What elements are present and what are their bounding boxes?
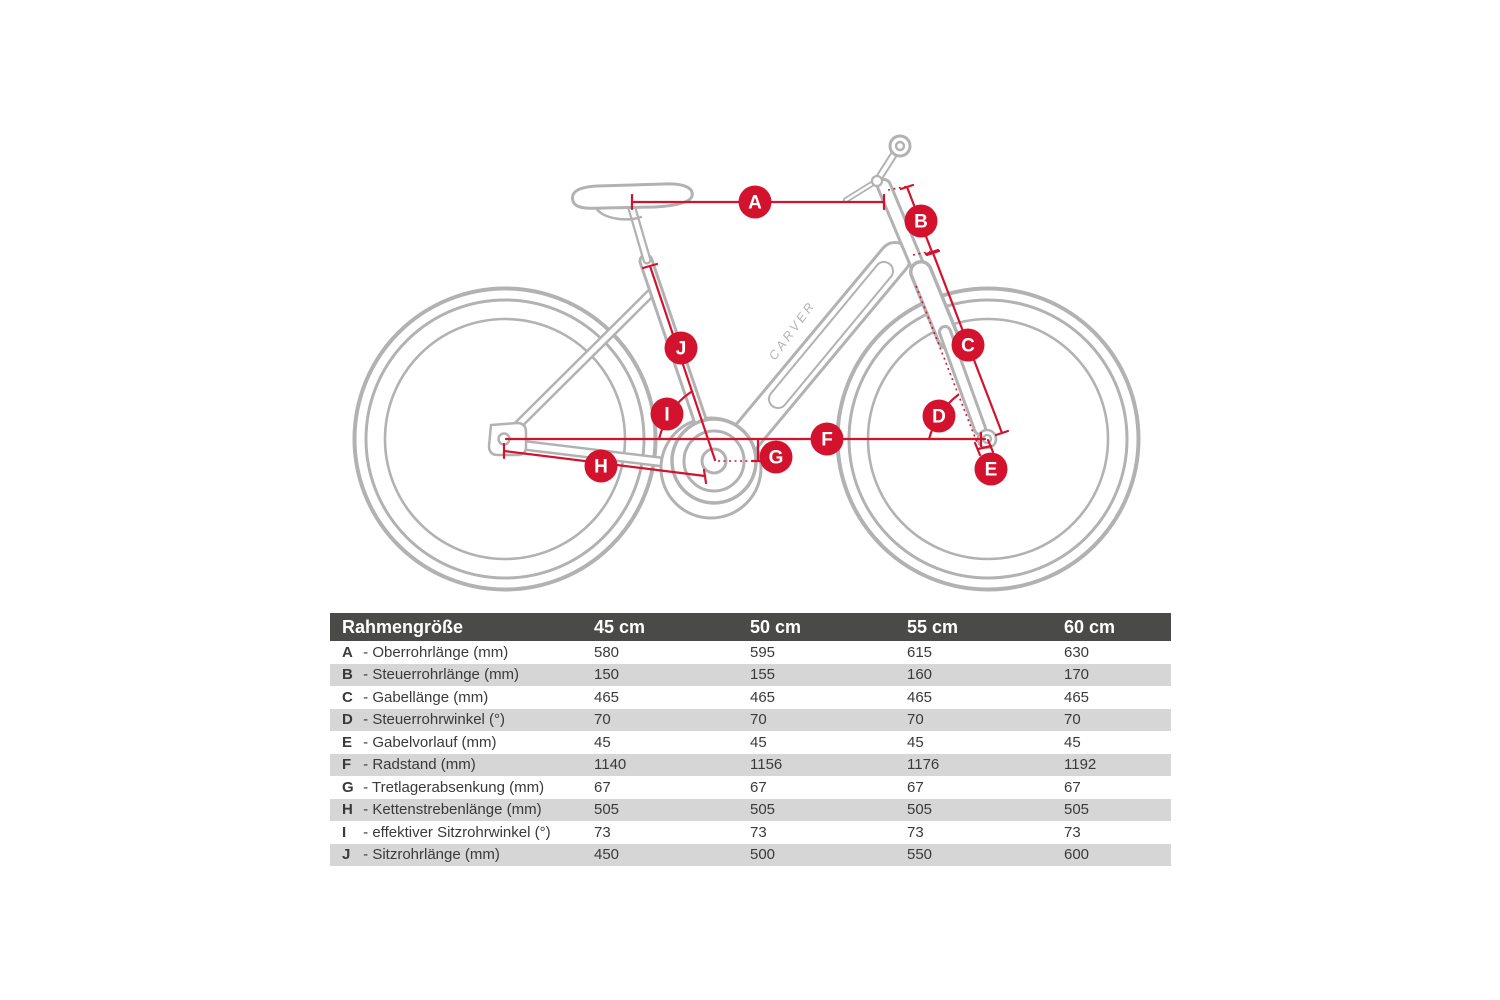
- row-value: 73: [750, 823, 767, 841]
- row-label: G - Tretlagerabsenkung (mm): [342, 778, 545, 796]
- row-value: 450: [594, 846, 620, 864]
- size-column-header: 45 cm: [594, 616, 646, 637]
- row-value: 465: [907, 688, 933, 706]
- seatpost: [631, 205, 647, 260]
- row-value: 70: [594, 711, 611, 729]
- svg-text:B: B: [914, 211, 928, 233]
- geometry-table: [330, 613, 1171, 866]
- svg-text:E: E: [984, 459, 998, 481]
- brake-lever: [846, 182, 875, 200]
- table-row-C: [330, 686, 1171, 709]
- row-value: 1140: [594, 756, 627, 774]
- row-value: 500: [750, 846, 776, 864]
- row-value: 45: [750, 733, 767, 751]
- row-value: 595: [750, 643, 776, 661]
- row-value: 1192: [1064, 756, 1097, 774]
- measure-label-F: [811, 423, 844, 456]
- row-label: J - Sitzrohrlänge (mm): [342, 846, 500, 864]
- measure-label-D: [923, 400, 956, 433]
- row-value: 73: [594, 823, 611, 841]
- row-value: 73: [907, 823, 924, 841]
- measure-label-I: [651, 398, 684, 431]
- row-value: 150: [594, 666, 620, 684]
- row-value: 170: [1064, 666, 1090, 684]
- svg-text:A: A: [748, 192, 762, 214]
- row-label: B - Steuerrohrlänge (mm): [342, 666, 520, 684]
- row-label: F - Radstand (mm): [342, 756, 476, 774]
- row-label: I - effektiver Sitzrohrwinkel (°): [342, 823, 551, 841]
- row-value: 45: [907, 733, 924, 751]
- seat-stay: [507, 293, 651, 436]
- row-value: 465: [1064, 688, 1090, 706]
- row-value: 155: [750, 666, 776, 684]
- measure-label-J: [665, 332, 698, 365]
- table-header: [330, 613, 1171, 641]
- crank-motor: [672, 419, 756, 503]
- table-row-A: [330, 641, 1171, 664]
- measure-label-G: [760, 441, 793, 474]
- measure-label-H: [585, 450, 618, 483]
- row-value: 160: [907, 666, 933, 684]
- row-value: 67: [1064, 778, 1081, 796]
- row-value: 45: [594, 733, 611, 751]
- row-value: 615: [907, 643, 933, 661]
- row-value: 630: [1064, 643, 1090, 661]
- row-value: 505: [594, 801, 620, 819]
- svg-text:G: G: [768, 447, 784, 469]
- row-value: 505: [750, 801, 776, 819]
- size-column-header: 55 cm: [907, 616, 959, 637]
- table-row-I: [330, 821, 1171, 844]
- row-value: 67: [594, 778, 611, 796]
- measure-label-B: [905, 205, 938, 238]
- brand-logo: CARVER: [766, 298, 819, 363]
- frame-size-column-header: Rahmengröße: [342, 616, 464, 637]
- row-label: A - Oberrohrlänge (mm): [342, 643, 509, 661]
- row-value: 505: [907, 801, 933, 819]
- row-label: E - Gabelvorlauf (mm): [342, 733, 497, 751]
- table-body: [330, 641, 1171, 866]
- svg-text:C: C: [961, 335, 975, 357]
- row-value: 1156: [750, 756, 783, 774]
- measure-label-E: [975, 453, 1008, 486]
- row-value: 67: [907, 778, 924, 796]
- row-value: 70: [907, 711, 924, 729]
- row-value: 67: [750, 778, 767, 796]
- measure-label-A: [739, 186, 772, 219]
- handlebar-grip: [890, 136, 910, 156]
- table-row-D: [330, 709, 1171, 732]
- row-value: 45: [1064, 733, 1081, 751]
- table-row-F: [330, 754, 1171, 777]
- row-value: 70: [1064, 711, 1081, 729]
- svg-text:J: J: [675, 338, 687, 360]
- svg-text:D: D: [932, 406, 946, 428]
- size-column-header: 60 cm: [1064, 616, 1116, 637]
- svg-text:F: F: [821, 429, 833, 451]
- table-row-H: [330, 799, 1171, 822]
- row-value: 550: [907, 846, 933, 864]
- row-value: 505: [1064, 801, 1090, 819]
- row-label: C - Gabellänge (mm): [342, 688, 489, 706]
- size-column-header: 50 cm: [750, 616, 802, 637]
- row-value: 1176: [907, 756, 940, 774]
- row-label: H - Kettenstrebenlänge (mm): [342, 801, 542, 819]
- table-row-G: [330, 776, 1171, 799]
- row-value: 465: [594, 688, 620, 706]
- row-value: 465: [750, 688, 776, 706]
- row-value: 580: [594, 643, 620, 661]
- svg-text:H: H: [594, 456, 608, 478]
- svg-text:I: I: [664, 404, 670, 426]
- row-label: D - Steuerrohrwinkel (°): [342, 711, 506, 729]
- measure-label-C: [952, 329, 985, 362]
- row-value: 73: [1064, 823, 1081, 841]
- row-value: 600: [1064, 846, 1090, 864]
- table-row-E: [330, 731, 1171, 754]
- table-row-J: [330, 844, 1171, 867]
- table-row-B: [330, 664, 1171, 687]
- row-value: 70: [750, 711, 767, 729]
